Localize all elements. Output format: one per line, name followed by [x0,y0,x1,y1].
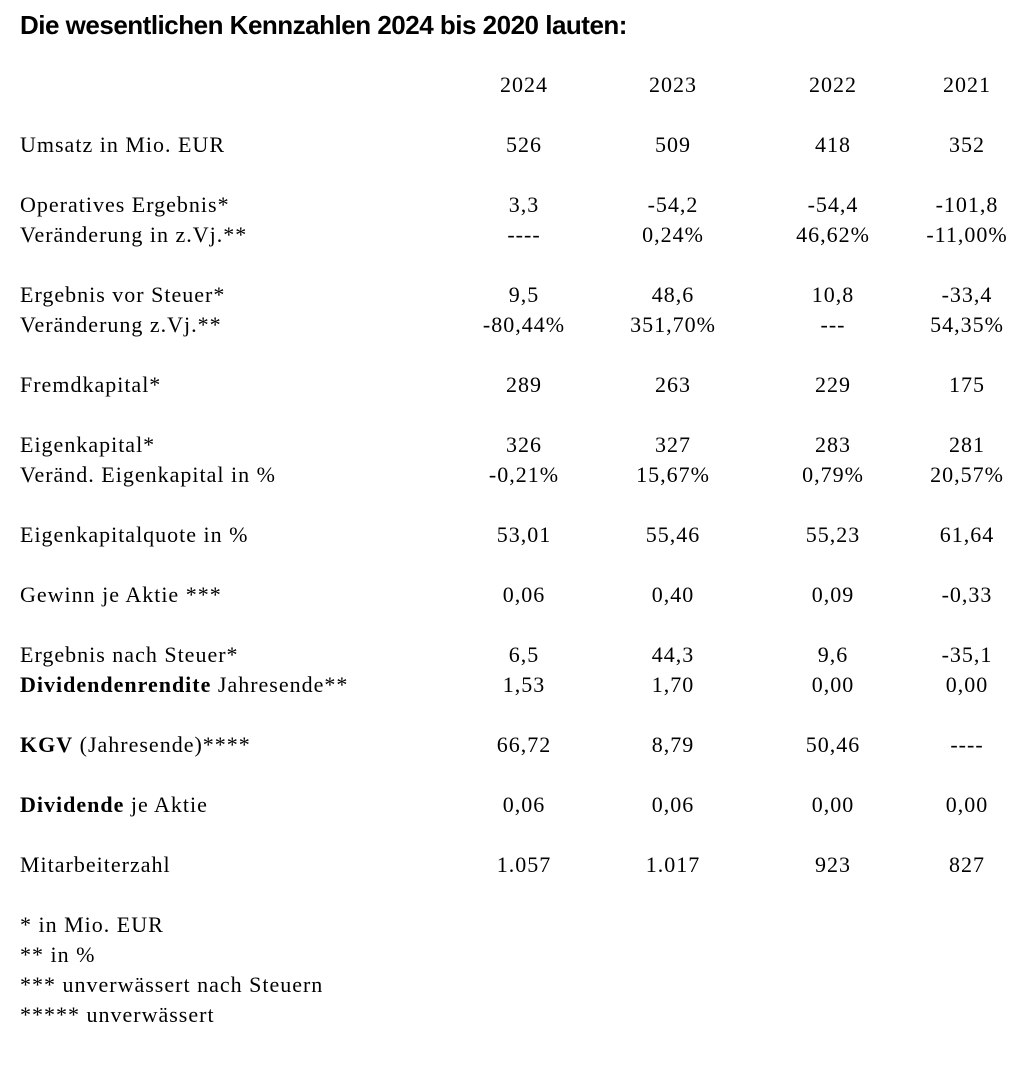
value-cell: 9,5 [508,282,540,307]
value-cell: ---- [507,222,541,247]
row-label [20,280,450,310]
value-cell: 351,70% [630,312,716,337]
value-cell: 326 [506,432,542,457]
table-row [20,730,1030,760]
value-cell: 0,79% [802,462,864,487]
value-cell: 229 [815,372,851,397]
row-label-text: Fremdkapital* [20,372,162,397]
value-cell: 263 [655,372,691,397]
row-label-bold: Dividendenrendite [20,672,212,697]
row-gap [20,700,1030,730]
value-cell: 418 [815,132,851,157]
value-cell: 0,00 [811,672,855,697]
row-label-text: Eigenkapitalquote in % [20,522,249,547]
header-label-spacer [20,70,450,100]
footnote: * in Mio. EUR [20,912,164,937]
value-cell: 15,67% [636,462,710,487]
row-gap [20,760,1030,790]
year-header-2022: 2022 [809,72,857,97]
value-cell: -0,33 [941,582,993,607]
table-header-row [20,70,1030,100]
value-cell: 61,64 [939,522,995,547]
row-gap [20,340,1030,370]
table-row [20,370,1030,400]
table-row [20,790,1030,820]
value-cell: 0,00 [945,792,989,817]
year-header-2021: 2021 [943,72,991,97]
value-cell: 9,6 [817,642,849,667]
row-gap [20,100,1030,130]
row-label-bold: Dividende [20,792,125,817]
value-cell: -54,2 [647,192,699,217]
row-gap [20,160,1030,190]
row-label [20,220,450,250]
value-cell: 66,72 [496,732,552,757]
year-header-2023: 2023 [649,72,697,97]
value-cell: -0,21% [488,462,560,487]
value-cell: 0,09 [811,582,855,607]
value-cell: 48,6 [651,282,695,307]
row-label-text: Ergebnis nach Steuer* [20,642,239,667]
row-label-text: Eigenkapital* [20,432,156,457]
value-cell: 3,3 [508,192,540,217]
table-row [20,430,1030,460]
footnote: ***** unverwässert [20,1002,215,1027]
value-cell: 1,53 [502,672,546,697]
page-title: Die wesentlichen Kennzahlen 2024 bis 2020 lauten: [20,10,627,40]
value-cell: 46,62% [796,222,870,247]
value-cell: 526 [506,132,542,157]
row-label-text: Operatives Ergebnis* [20,192,230,217]
value-cell: 0,40 [651,582,695,607]
value-cell: -33,4 [941,282,993,307]
year-header-2024: 2024 [500,72,548,97]
row-label [20,850,450,880]
row-label [20,310,450,340]
table-row [20,850,1030,880]
table-row [20,520,1030,550]
footnotes [20,910,1030,1030]
row-gap [20,820,1030,850]
row-label-text: Veränd. Eigenkapital in % [20,462,276,487]
row-label-text: Mitarbeiterzahl [20,852,171,877]
value-cell: 352 [949,132,985,157]
row-label-text: Jahresende** [211,672,349,697]
footnote: ** in % [20,942,96,967]
row-label [20,580,450,610]
row-gap [20,610,1030,640]
table-row [20,220,1030,250]
value-cell: 0,00 [945,672,989,697]
value-cell: 281 [949,432,985,457]
row-label [20,520,450,550]
table-row [20,640,1030,670]
value-cell: 289 [506,372,542,397]
row-gap [20,490,1030,520]
value-cell: 55,23 [805,522,861,547]
value-cell: 1.057 [496,852,552,877]
row-label [20,130,450,160]
value-cell: 50,46 [805,732,861,757]
row-label-text: Veränderung z.Vj.** [20,312,222,337]
row-label [20,460,450,490]
value-cell: 20,57% [930,462,1004,487]
value-cell: 175 [949,372,985,397]
row-label-text: Ergebnis vor Steuer* [20,282,226,307]
value-cell: 8,79 [651,732,695,757]
kennzahlen-table [20,70,1030,880]
value-cell: 44,3 [651,642,695,667]
table-row [20,190,1030,220]
value-cell: -80,44% [482,312,566,337]
row-gap [20,400,1030,430]
value-cell: 54,35% [930,312,1004,337]
value-cell: -101,8 [935,192,999,217]
row-label [20,430,450,460]
table-row [20,670,1030,700]
row-label-text: Umsatz in Mio. EUR [20,132,225,157]
value-cell: 0,00 [811,792,855,817]
value-cell: 327 [655,432,691,457]
row-label-bold: KGV [20,732,74,757]
table-row [20,280,1030,310]
row-label [20,670,450,700]
table-row [20,580,1030,610]
value-cell: 509 [655,132,691,157]
value-cell: 55,46 [645,522,701,547]
table-row [20,130,1030,160]
value-cell: 1.017 [645,852,701,877]
footnote: *** unverwässert nach Steuern [20,972,324,997]
row-gap [20,550,1030,580]
value-cell: 6,5 [508,642,540,667]
row-label [20,730,450,760]
value-cell: 10,8 [811,282,855,307]
value-cell: -54,4 [807,192,859,217]
value-cell: -35,1 [941,642,993,667]
value-cell: 0,24% [642,222,704,247]
row-label-text: Gewinn je Aktie *** [20,582,222,607]
row-label [20,370,450,400]
table-row [20,310,1030,340]
row-label [20,790,450,820]
value-cell: --- [820,312,846,337]
value-cell: ---- [950,732,984,757]
value-cell: 1,70 [651,672,695,697]
value-cell: 283 [815,432,851,457]
table-body [20,100,1030,880]
value-cell: 0,06 [651,792,695,817]
row-gap [20,250,1030,280]
value-cell: -11,00% [926,222,1008,247]
row-label [20,640,450,670]
value-cell: 53,01 [496,522,552,547]
table-row [20,460,1030,490]
row-label-text: (Jahresende)**** [73,732,251,757]
value-cell: 0,06 [502,582,546,607]
value-cell: 0,06 [502,792,546,817]
row-label-text: Veränderung in z.Vj.** [20,222,248,247]
value-cell: 923 [815,852,851,877]
row-label-text: je Aktie [124,792,208,817]
value-cell: 827 [949,852,985,877]
row-label [20,190,450,220]
